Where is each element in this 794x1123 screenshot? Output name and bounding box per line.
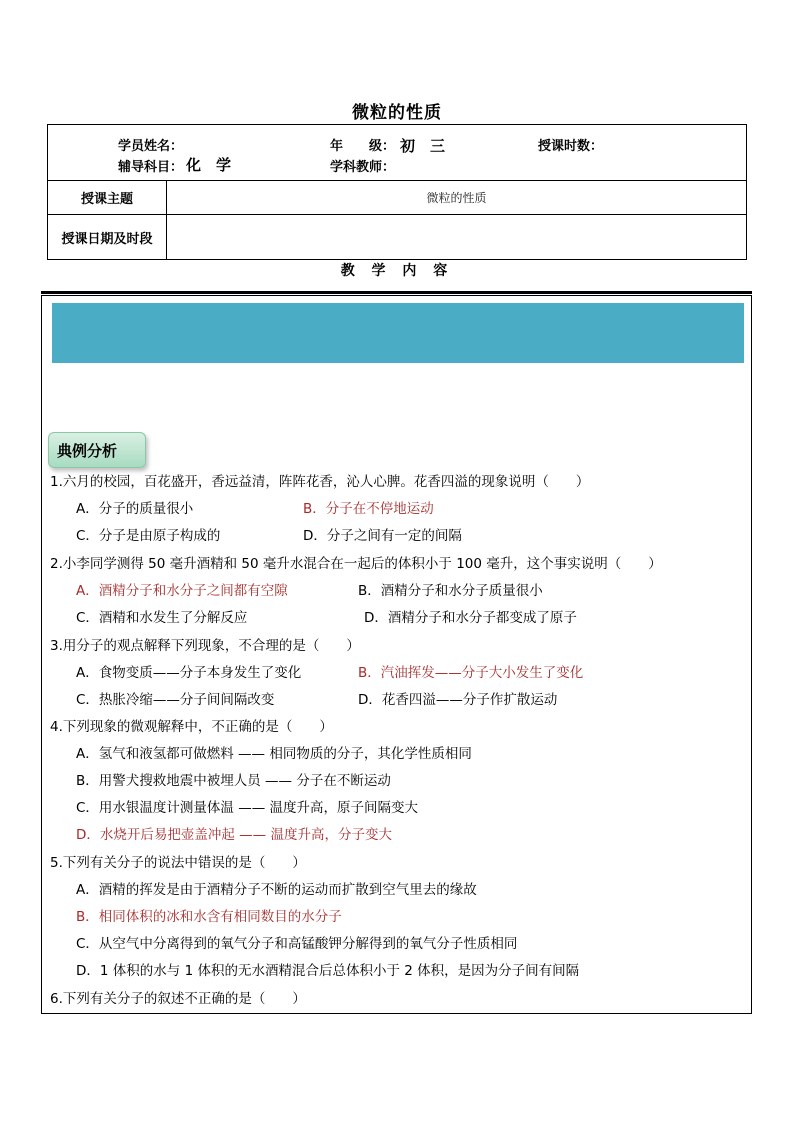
question-2-stem: 2.小李同学测得 50 毫升酒精和 50 毫升水混合在一起后的体积小于 100 毫升，这个事实说明（ ） (50, 556, 662, 572)
theme-value: 微粒的性质 (167, 181, 747, 215)
question-3-option-b: B．汽油挥发——分子大小发生了变化 (358, 665, 584, 681)
question-1-stem: 1.六月的校园，百花盛开，香远益清，阵阵花香，沁人心脾。花香四溢的现象说明（ ） (50, 474, 590, 490)
question-1-option-a: A．分子的质量很小 (76, 501, 194, 517)
grade-value: 初 三 (400, 137, 446, 155)
student-name-label: 学员姓名： (118, 139, 184, 154)
question-3-option-d: D．花香四溢——分子作扩散运动 (358, 692, 558, 708)
question-3-stem: 3.用分子的观点解释下列现象，不合理的是（ ） (50, 638, 360, 654)
question-4-option-c: C．用水银温度计测量体温 —— 温度升高，原子间隔变大 (76, 800, 419, 816)
question-2-option-c: C．酒精和水发生了分解反应 (76, 610, 248, 626)
question-1-option-d: D．分子之间有一定的间隔 (303, 528, 462, 544)
course-info-table (47, 124, 747, 260)
date-label: 授课日期及时段 (48, 215, 167, 260)
question-2-option-d: D．酒精分子和水分子都变成了原子 (364, 610, 577, 626)
question-3-option-a: A．食物变质——分子本身发生了变化 (76, 665, 302, 681)
grade-label: 年 级： (330, 139, 396, 154)
question-5-stem: 5.下列有关分子的说法中错误的是（ ） (50, 855, 306, 871)
question-4-option-d: D．水烧开后易把壶盖冲起 —— 温度升高，分子变大 (76, 827, 392, 843)
theme-label: 授课主题 (48, 181, 167, 215)
section-banner (52, 303, 744, 363)
document-title: 微粒的性质 (352, 103, 442, 123)
question-4-option-a: A．氢气和液氢都可做燃料 —— 相同物质的分子，其化学性质相同 (76, 746, 472, 762)
question-5-option-b: B．相同体积的冰和水含有相同数目的水分子 (76, 909, 342, 925)
content-top-rule-thick (41, 291, 752, 294)
question-4-option-b: B．用警犬搜救地震中被埋人员 —— 分子在不断运动 (76, 773, 391, 789)
date-value (167, 215, 747, 260)
question-6-stem: 6.下列有关分子的叙述不正确的是（ ） (50, 991, 306, 1007)
subject-label: 辅导科目： (118, 160, 184, 175)
question-1-option-c: C．分子是由原子构成的 (76, 528, 221, 544)
question-1-option-b: B．分子在不停地运动 (303, 501, 434, 517)
teacher-label: 学科教师： (330, 160, 396, 175)
course-info-header-cell (48, 125, 747, 181)
question-2-option-b: B．酒精分子和水分子质量很小 (358, 583, 543, 599)
question-5-option-c: C．从空气中分离得到的氧气分子和高锰酸钾分解得到的氧气分子性质相同 (76, 936, 518, 952)
content-heading: 教 学 内 容 (340, 263, 454, 279)
subject-value: 化 学 (186, 156, 232, 174)
question-5-option-d: D．1 体积的水与 1 体积的无水酒精混合后总体积小于 2 体积，是因为分子间有间隔 (76, 963, 580, 979)
question-3-option-c: C．热胀冷缩——分子间间隔改变 (76, 692, 275, 708)
question-4-stem: 4.下列现象的微观解释中，不正确的是（ ） (50, 719, 333, 735)
question-5-option-a: A．酒精的挥发是由于酒精分子不断的运动而扩散到空气里去的缘故 (76, 882, 477, 898)
question-2-option-a: A．酒精分子和水分子之间都有空隙 (76, 583, 288, 599)
section-tag: 典例分析 (48, 432, 146, 468)
hours-label: 授课时数： (538, 139, 604, 154)
